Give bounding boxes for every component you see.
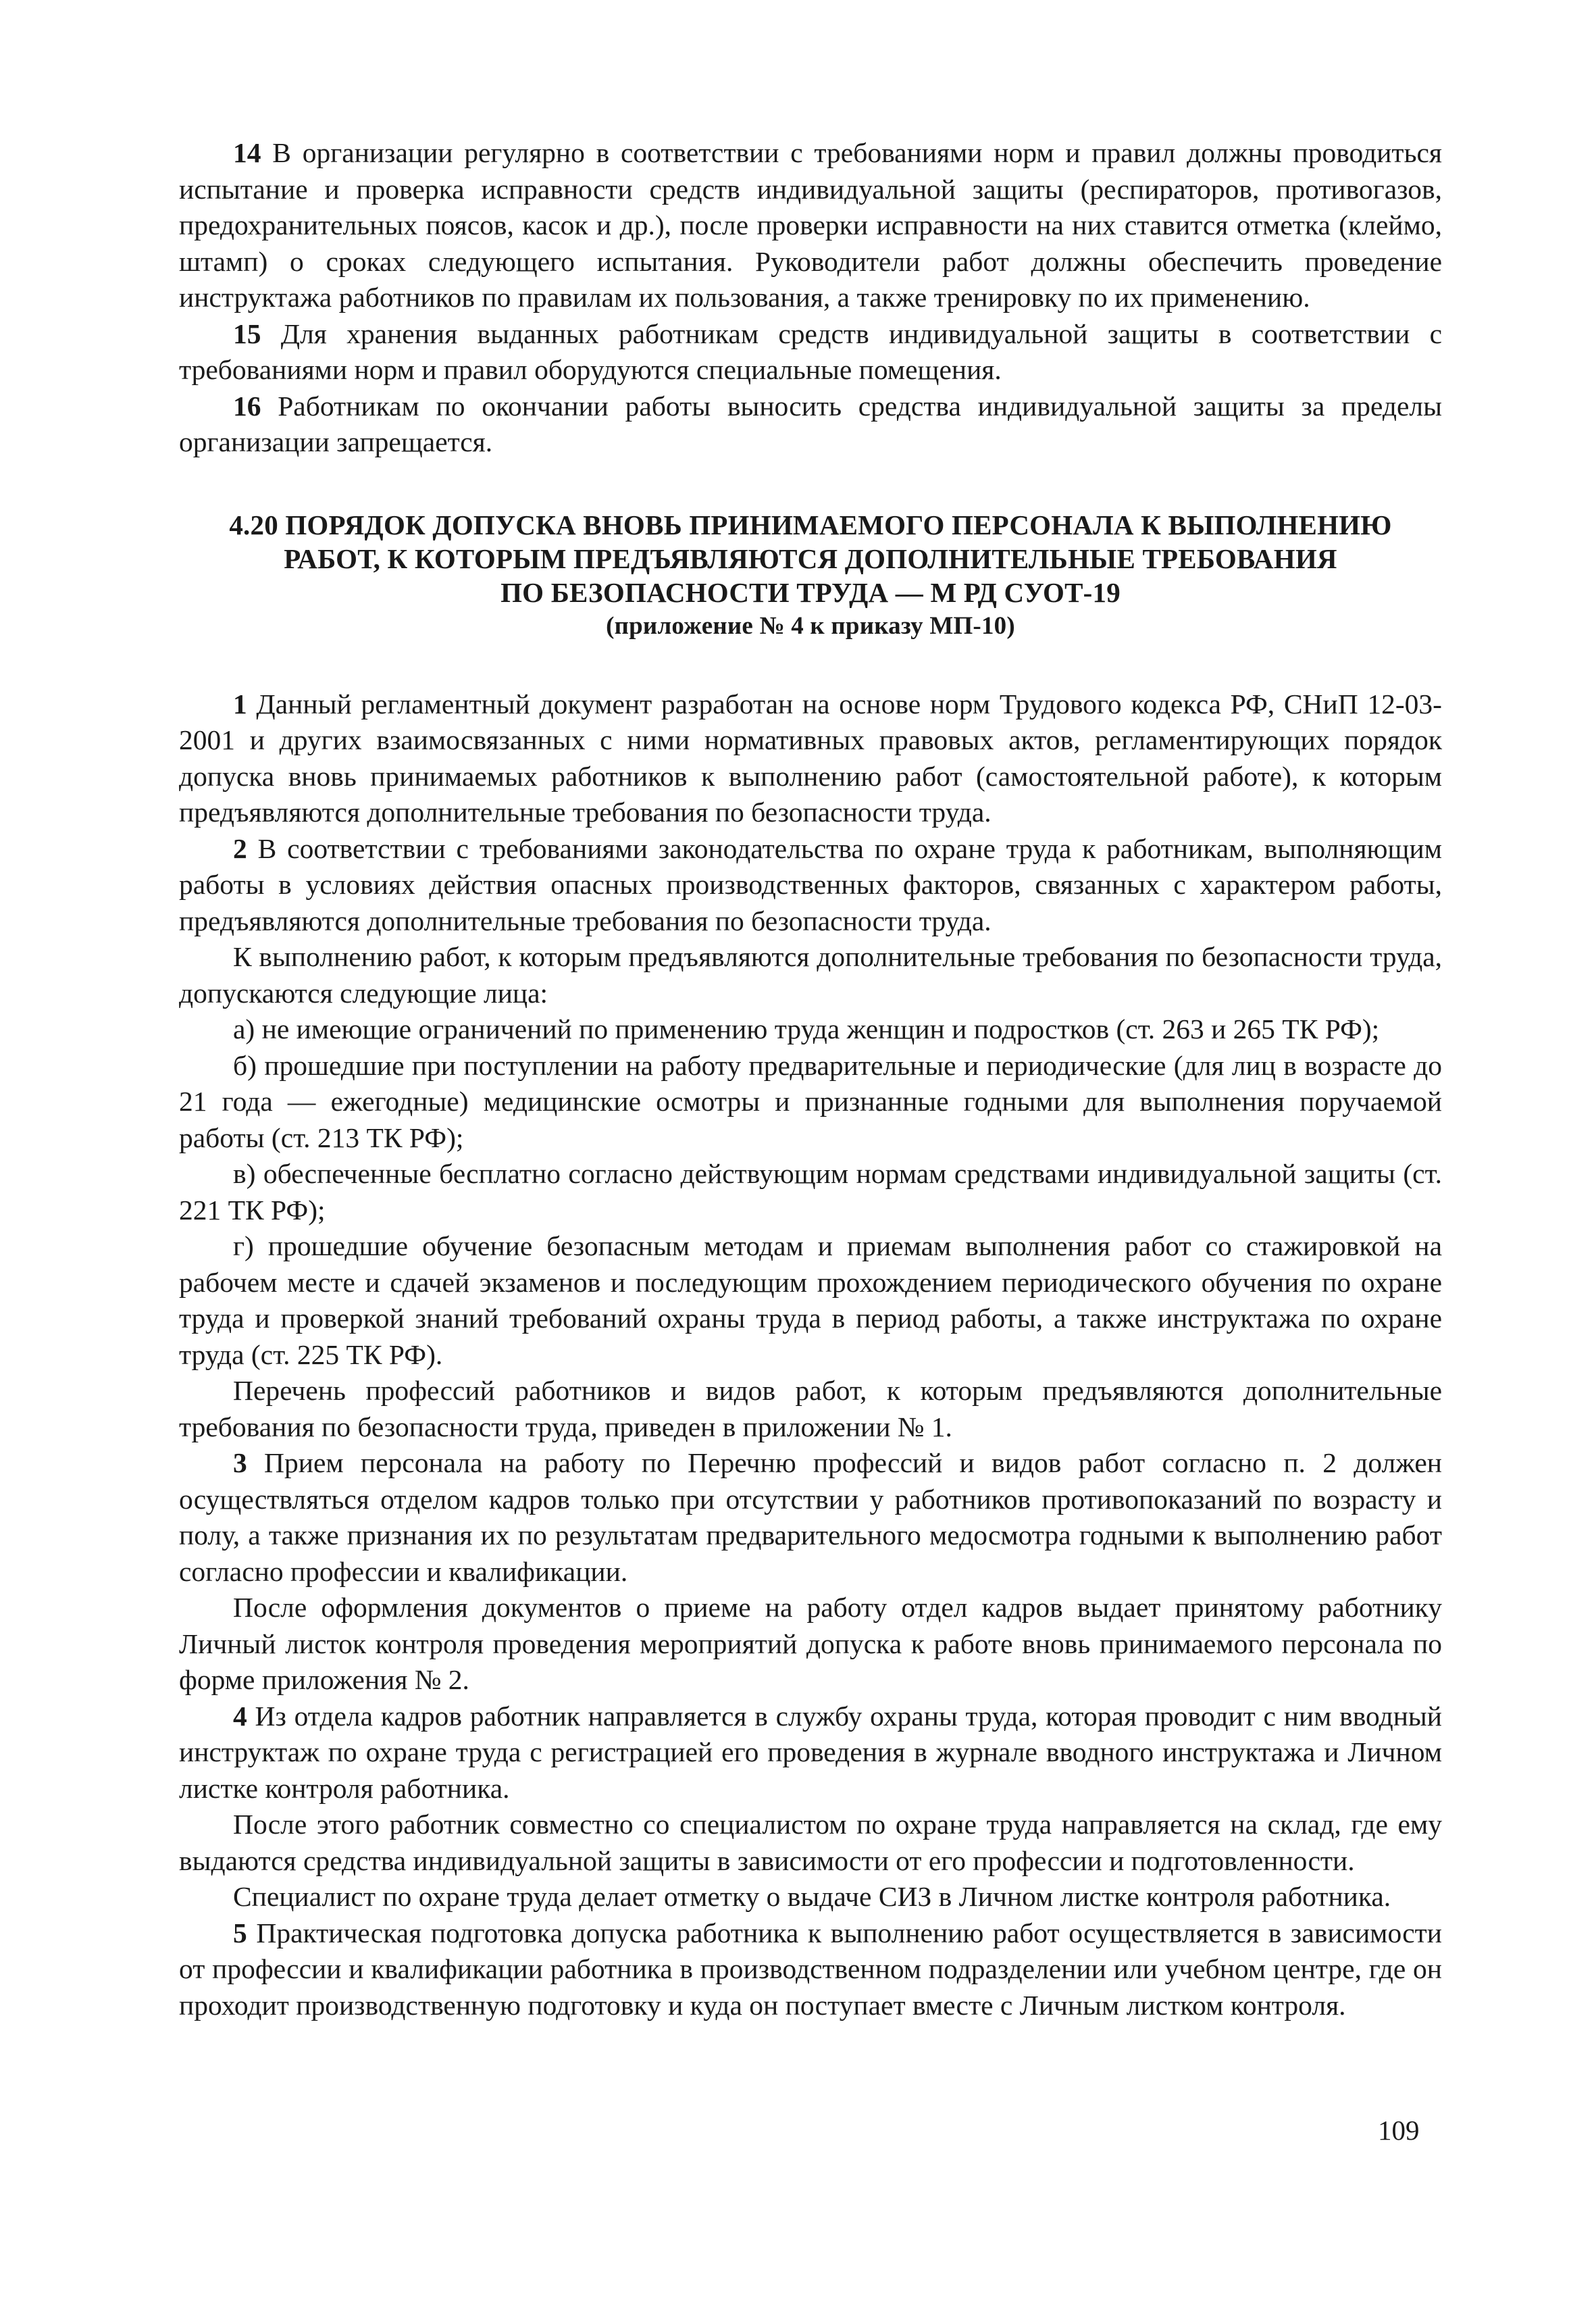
paragraph-16	[179, 388, 1442, 461]
paragraph-number: 5	[233, 1917, 247, 1948]
top-paragraphs	[179, 135, 1442, 461]
document-page	[179, 135, 1442, 2023]
paragraph-text: После этого работник совместно со специалистом по охране труда направляется на склад, где ему выдаются средства индивидуальной защиты в зависимости от его профессии и подготовленности.	[179, 1809, 1442, 1876]
list-item-a	[179, 1011, 1442, 1048]
heading-subtitle: (приложение № 4 к приказу МП-10)	[606, 611, 1015, 640]
paragraph-2	[179, 831, 1442, 940]
paragraph-number: 15	[233, 318, 261, 349]
page-number: 109	[1378, 2115, 1420, 2146]
paragraph-1	[179, 686, 1442, 831]
paragraph-text: Из отдела кадров работник направляется в службу охраны труда, которая проводит с ним вводный инструктаж по охране труда с регистрацией его проведения в журнале вводного инструктажа и Личном листке контроля работника.	[179, 1700, 1442, 1804]
paragraph-4-siz	[179, 1879, 1442, 1915]
paragraph-number: 3	[233, 1447, 247, 1478]
heading-line-1: 4.20 ПОРЯДОК ДОПУСКА ВНОВЬ ПРИНИМАЕМОГО ПЕРСОНАЛА К ВЫПОЛНЕНИЮ	[229, 509, 1392, 540]
paragraph-text: Для хранения выданных работникам средств индивидуальной защиты в соответствии с требованиями норм и правил оборудуются специальные помещения.	[179, 318, 1442, 385]
paragraph-text: К выполнению работ, к которым предъявляются дополнительные требования по безопасности труда, допускаются следующие лица:	[179, 941, 1442, 1009]
paragraph-text: в) обеспеченные бесплатно согласно действующим нормам средствами индивидуальной защиты (ст. 221 ТК РФ);	[179, 1158, 1442, 1226]
paragraph-text: В соответствии с требованиями законодательства по охране труда к работникам, выполняющим работы в условиях действия опасных производственных факторов, связанных с характером работы, предъявляются дополнительные требования по безопасности труда.	[179, 832, 1442, 936]
paragraph-15	[179, 316, 1442, 388]
paragraph-text: После оформления документов о приеме на работу отдел кадров выдает принятому работнику Личный листок контроля проведения мероприятий допуска к работе вновь принимаемого персонала по форме приложения № 2.	[179, 1592, 1442, 1695]
paragraph-text: а) не имеющие ограничений по применению труда женщин и подростков (ст. 263 и 265 ТК РФ);	[233, 1013, 1380, 1045]
paragraph-number: 1	[233, 688, 247, 720]
paragraph-text: Данный регламентный документ разработан на основе норм Трудового кодекса РФ, СНиП 12-03-2001 и других взаимосвязанных с ними нормативных правовых актов, регламентирующих порядок допуска вновь принимаемых работников к выполнению работ (самостоятельной работе), к которым предъявляются дополнительные требования по безопасности труда.	[179, 688, 1442, 828]
paragraph-text: Перечень профессий работников и видов работ, к которым предъявляются дополнительные требования по безопасности труда, приведен в приложении № 1.	[179, 1375, 1442, 1442]
list-item-g	[179, 1228, 1442, 1373]
paragraph-text: Специалист по охране труда делает отметку о выдаче СИЗ в Личном листке контроля работника.	[233, 1881, 1391, 1912]
paragraph-text: В организации регулярно в соответствии с требованиями норм и правил должны проводиться испытание и проверка исправности средств индивидуальной защиты (респираторов, противогазов, предохранительных поясов, касок и др.), после проверки исправности на них ставится отметка (клеймо, штамп) о сроках следующего испытания. Руководители работ должны обеспечить проведение инструктажа работников по правилам их пользования, а также тренировку по их применению.	[179, 137, 1442, 313]
paragraph-text: Работникам по окончании работы выносить средства индивидуальной защиты за пределы организации запрещается.	[179, 390, 1442, 457]
paragraph-number: 14	[233, 137, 261, 168]
paragraph-text: Практическая подготовка допуска работника к выполнению работ осуществляется в зависимости от профессии и квалификации работника в производственном подразделении или учебном центре, где он проходит производственную подготовку и куда он поступает вместе с Личным листком контроля.	[179, 1917, 1442, 2021]
heading-line-2: РАБОТ, К КОТОРЫМ ПРЕДЪЯВЛЯЮТСЯ ДОПОЛНИТЕЛЬНЫЕ ТРЕБОВАНИЯ	[284, 543, 1337, 574]
paragraph-number: 4	[233, 1700, 247, 1732]
paragraph-number: 16	[233, 390, 261, 422]
paragraph-2-list-ref	[179, 1373, 1442, 1445]
paragraph-14	[179, 135, 1442, 316]
heading-line-3: ПО БЕЗОПАСНОСТИ ТРУДА — М РД СУОТ-19	[500, 576, 1121, 608]
paragraph-text: Прием персонала на работу по Перечню профессий и видов работ согласно п. 2 должен осуществляться отделом кадров только при отсутствии у работников противопоказаний по возрасту и полу, а также признания их по результатам предварительного медосмотра годными к выполнению работ согласно профессии и квалификации.	[179, 1447, 1442, 1587]
paragraph-3-documents	[179, 1590, 1442, 1699]
paragraph-number: 2	[233, 832, 247, 864]
paragraph-4	[179, 1699, 1442, 1807]
paragraph-3	[179, 1445, 1442, 1590]
paragraph-5	[179, 1915, 1442, 2024]
body-paragraphs	[179, 686, 1442, 2024]
paragraph-2-admission	[179, 939, 1442, 1011]
paragraph-text: б) прошедшие при поступлении на работу предварительные и периодические (для лиц в возрасте до 21 года — ежегодные) медицинские осмотры и признанные годными для выполнения поручаемой работы (ст. 213 ТК РФ);	[179, 1049, 1442, 1153]
section-heading	[179, 508, 1442, 643]
list-item-v	[179, 1156, 1442, 1228]
list-item-b	[179, 1048, 1442, 1157]
paragraph-4-warehouse	[179, 1807, 1442, 1879]
paragraph-text: г) прошедшие обучение безопасным методам и приемам выполнения работ со стажировкой на рабочем месте и сдачей экзаменов и последующим прохождением периодического обучения по охране труда и проверкой знаний требований охраны труда в период работы, а также инструктажа по охране труда (ст. 225 ТК РФ).	[179, 1230, 1442, 1370]
